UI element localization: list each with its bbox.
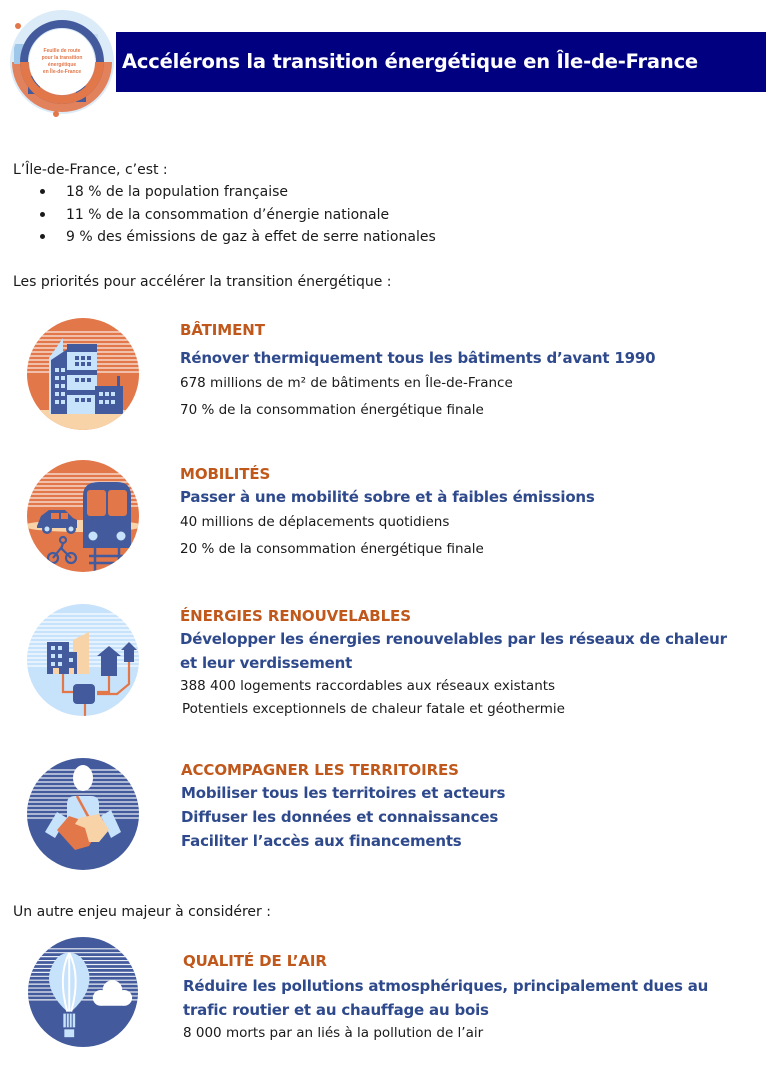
page-title: Accélérons la transition énergétique en Île-de-France (122, 50, 698, 73)
list-item (40, 229, 436, 252)
section-fact: 20 % de la consommation énergétique finale (180, 541, 484, 557)
section-category: ACCOMPAGNER LES TERRITOIRES (181, 761, 459, 779)
section-fact: 8 000 morts par an liés à la pollution de l’air (183, 1025, 484, 1041)
hot-air-balloon-icon (27, 937, 139, 1047)
logo-text-line: énergétique (47, 62, 77, 68)
section-category: BÂTIMENT (180, 321, 265, 339)
section-goal: Passer à une mobilité sobre et à faibles émissions (180, 488, 595, 506)
list-item (40, 207, 436, 230)
list-item-text: 11 % de la consommation d’énergie nationale (66, 206, 390, 223)
handshake-icon (27, 758, 139, 870)
buildings-icon (27, 318, 139, 430)
section-goal: Diffuser les données et connaissances (181, 808, 499, 826)
roadmap-logo (6, 4, 118, 120)
section-goal: Rénover thermiquement tous les bâtiments d’avant 1990 (180, 349, 656, 367)
section-fact: 40 millions de déplacements quotidiens (180, 514, 450, 530)
list-item (40, 184, 436, 207)
priorities-heading: Les priorités pour accélérer la transition énergétique : (13, 274, 392, 290)
list-item-text: 9 % des émissions de gaz à effet de serre nationales (66, 229, 436, 245)
logo-text-line: pour la transition (41, 55, 83, 61)
logo-text-line: en Île-de-France (42, 69, 82, 75)
list-item-text: 18 % de la population française (66, 184, 289, 200)
section-body (180, 606, 740, 720)
intro-heading (13, 162, 168, 178)
section-goal: Mobiliser tous les territoires et acteurs (181, 784, 506, 802)
section-body (180, 320, 655, 421)
key-figures-list (40, 184, 436, 252)
logo-text-line: Feuille de route (43, 48, 81, 54)
section-goal: Développer les énergies renouvelables par les réseaux de chaleur et leur verdissement (180, 630, 727, 672)
section-goal: Réduire les pollutions atmosphériques, principalement dues au trafic routier et au chauffage au bois (183, 977, 709, 1019)
bullet-icon (40, 189, 45, 194)
other-issue-heading: Un autre enjeu majeur à considérer : (13, 904, 271, 920)
mobility-icon (27, 460, 139, 572)
section-category: ÉNERGIES RENOUVELABLES (180, 607, 411, 625)
bullet-icon (40, 212, 45, 217)
section-body (180, 464, 595, 560)
section-fact: Potentiels exceptionnels de chaleur fatale et géothermie (182, 701, 565, 717)
section-goal: Faciliter l’accès aux financements (181, 832, 462, 850)
section-fact: 678 millions de m² de bâtiments en Île-de-France (180, 375, 513, 391)
section-category: QUALITÉ DE L’AIR (183, 952, 327, 970)
section-body (181, 760, 505, 853)
bullet-icon (40, 234, 45, 239)
section-category: MOBILITÉS (180, 465, 271, 483)
heat-network-icon (27, 604, 139, 716)
intro-heading-text: L’Île-de-France, c’est : (13, 162, 168, 178)
section-fact: 388 400 logements raccordables aux réseaux existants (180, 678, 556, 694)
section-body (183, 951, 753, 1044)
section-fact: 70 % de la consommation énergétique finale (180, 402, 484, 418)
